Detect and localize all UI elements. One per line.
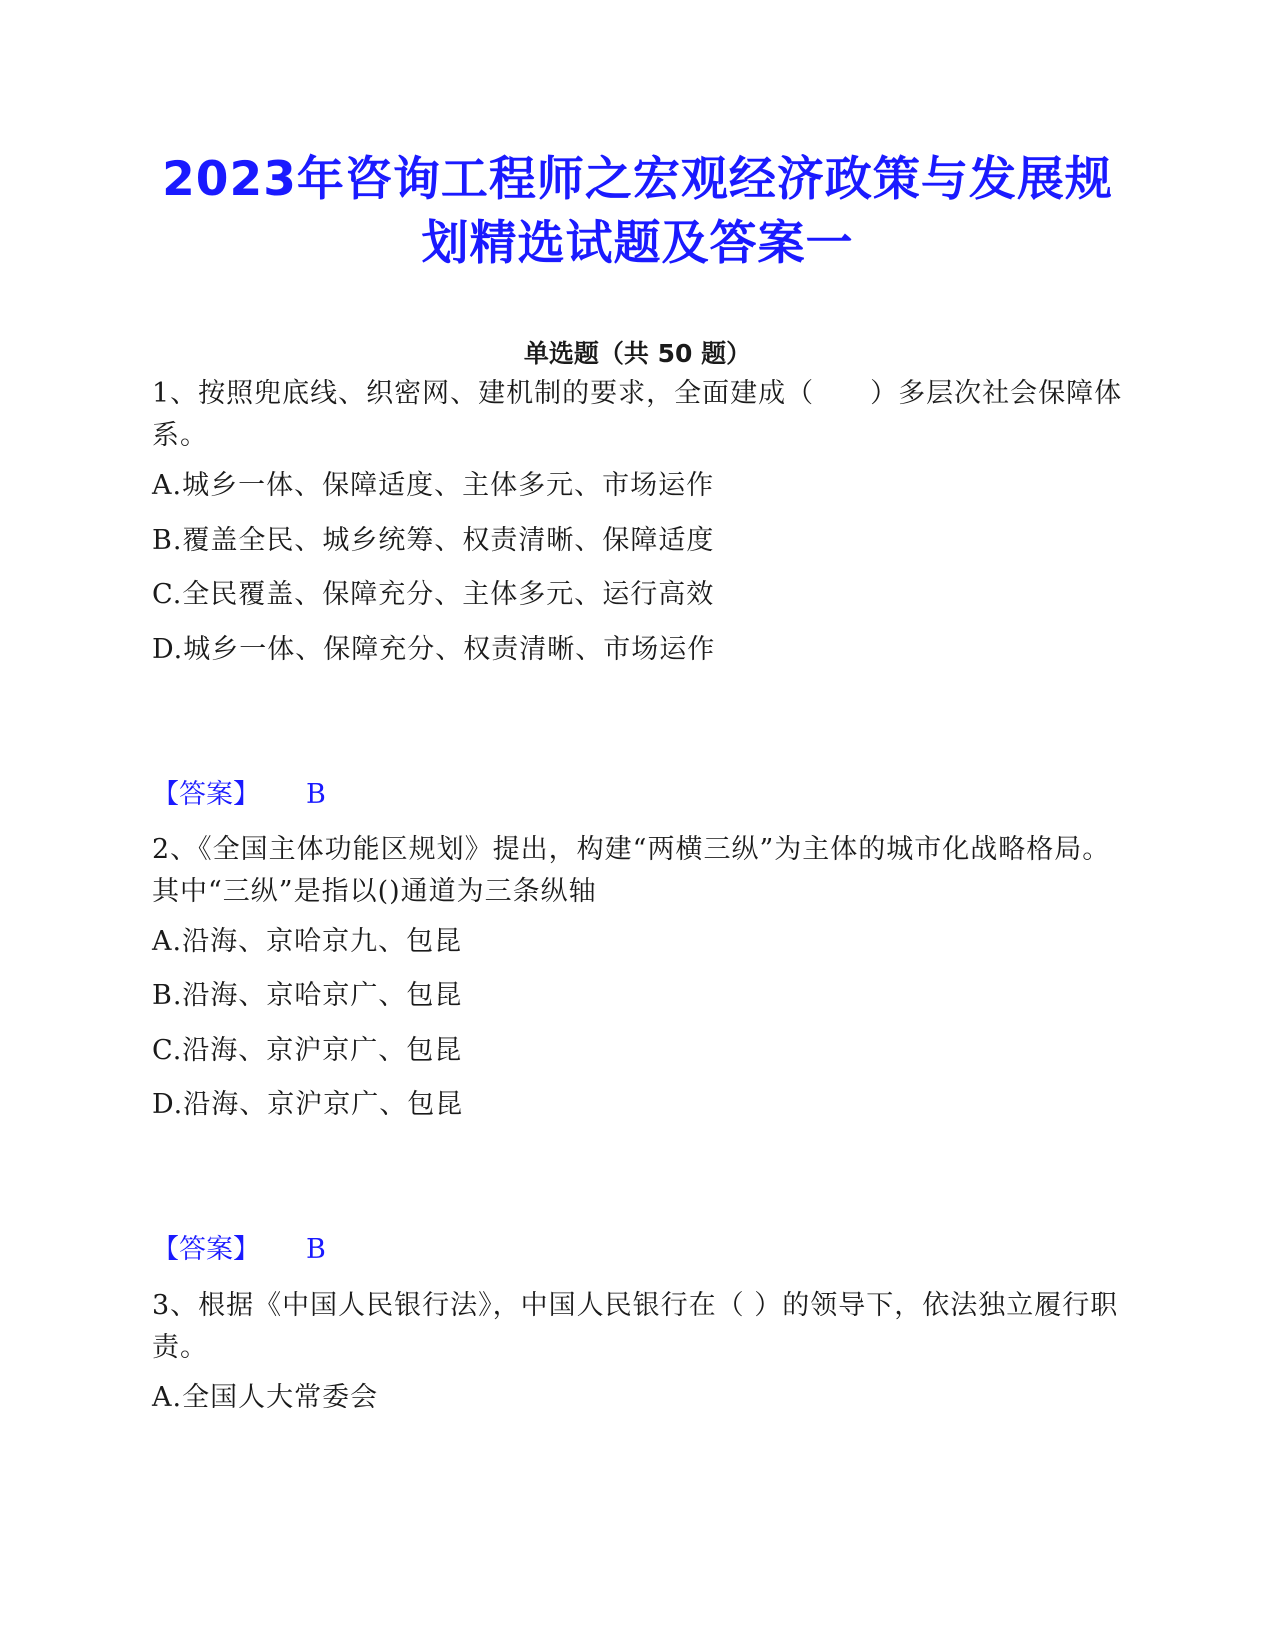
question-3-stem: 3、根据《中国人民银行法》，中国人民银行在（ ）的领导下，依法独立履行职责。 [152, 1290, 1119, 1363]
answer-value: B [306, 779, 326, 810]
question-3-option-a: A.全国人大常委会 [152, 1382, 379, 1413]
section-heading: 单选题（共 50 题） [523, 339, 752, 368]
question-2-stem: 2、《全国主体功能区规划》提出，构建“两横三纵”为主体的城市化战略格局。其中“三纵”是指以()通道为三条纵轴 [152, 834, 1111, 907]
question-2-option-b: B.沿海、京哈京广、包昆 [152, 980, 463, 1011]
answer-label: 【答案】 [152, 1234, 260, 1265]
question-1-stem: 1、按照兜底线、织密网、建机制的要求，全面建成（ ）多层次社会保障体系。 [152, 378, 1123, 451]
question-2-answer [152, 1232, 326, 1268]
question-1-option-d: D.城乡一体、保障充分、权责清晰、市场运作 [152, 634, 716, 665]
question-1-option-c: C.全民覆盖、保障充分、主体多元、运行高效 [152, 579, 715, 610]
question-2-option-c: C.沿海、京沪京广、包昆 [152, 1035, 463, 1066]
answer-value: B [306, 1234, 326, 1265]
question-2-option-a: A.沿海、京哈京九、包昆 [152, 926, 463, 957]
question-1-option-a: A.城乡一体、保障适度、主体多元、市场运作 [152, 470, 715, 501]
answer-label: 【答案】 [152, 779, 260, 810]
document-title: 2023年咨询工程师之宏观经济政策与发展规划精选试题及答案一 [162, 152, 1113, 271]
question-2-option-d: D.沿海、京沪京广、包昆 [152, 1089, 464, 1120]
question-1-answer [152, 777, 326, 813]
question-1-option-b: B.覆盖全民、城乡统筹、权责清晰、保障适度 [152, 525, 715, 556]
